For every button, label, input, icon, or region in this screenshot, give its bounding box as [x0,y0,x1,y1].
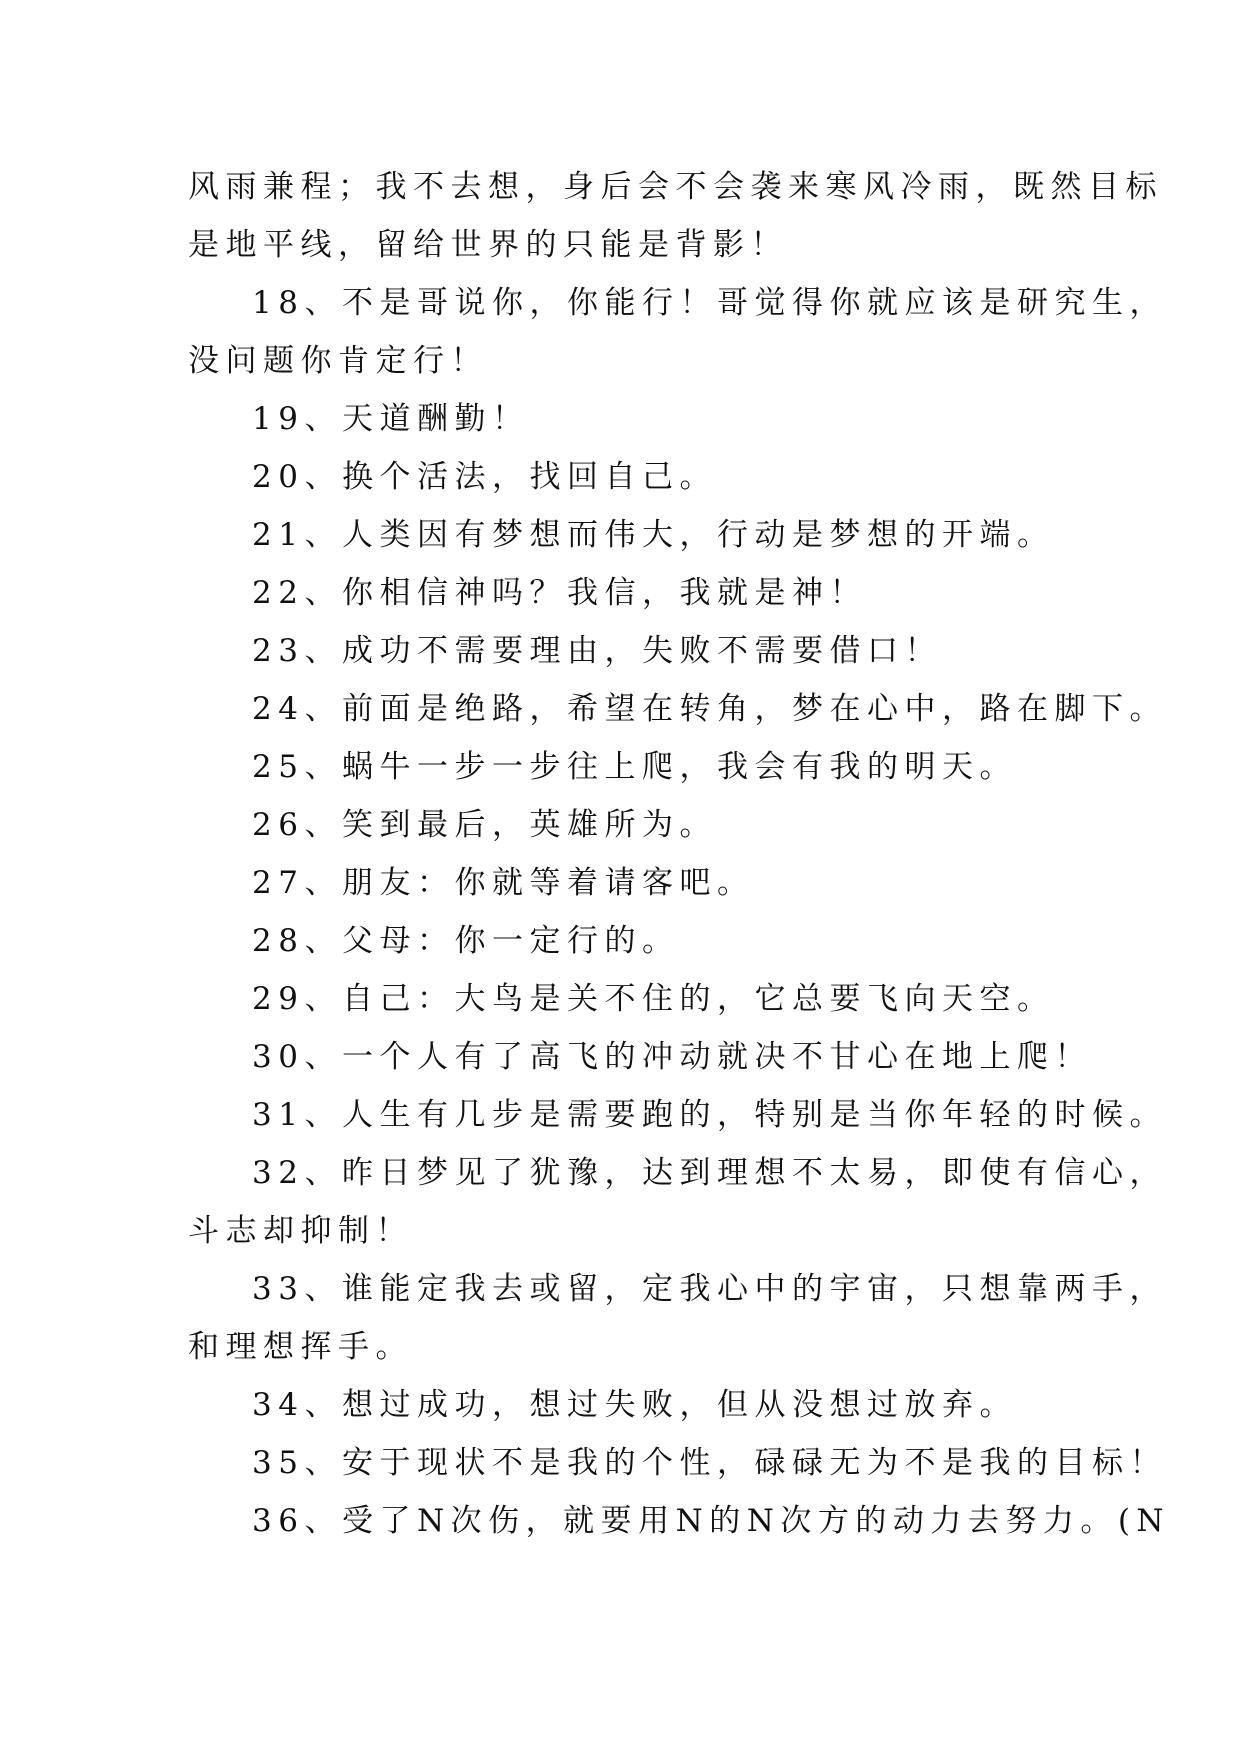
text-line-22: 34、想过成功，想过失败，但从没想过放弃。 [252,1387,1017,1423]
text-line-10: 24、前面是绝路，希望在转角，梦在心中，路在脚下。 [252,691,1167,727]
text-line-11: 25、蜗牛一步一步往上爬，我会有我的明天。 [252,749,1017,785]
text-line-24: 36、受了N次伤，就要用N的N次方的动力去努力。(N [252,1503,1171,1539]
text-line-3: 18、不是哥说你，你能行！哥觉得你就应该是研究生， [252,285,1167,321]
text-line-6: 20、换个活法，找回自己。 [252,459,717,495]
text-line-15: 29、自己：大鸟是关不住的，它总要飞向天空。 [252,981,1055,1017]
text-line-2: 是地平线，留给世界的只能是背影！ [188,227,788,263]
text-line-8: 22、你相信神吗？我信，我就是神！ [252,575,867,611]
text-line-9: 23、成功不需要理由，失败不需要借口！ [252,633,942,669]
text-line-19: 斗志却抑制！ [188,1213,413,1249]
text-line-4: 没问题你肯定行！ [188,343,488,379]
text-line-23: 35、安于现状不是我的个性，碌碌无为不是我的目标！ [252,1445,1167,1481]
text-line-18: 32、昨日梦见了犹豫，达到理想不太易，即使有信心， [252,1155,1167,1191]
text-line-5: 19、天道酬勤！ [252,401,530,437]
text-line-14: 28、父母：你一定行的。 [252,923,680,959]
text-line-12: 26、笑到最后，英雄所为。 [252,807,717,843]
text-line-13: 27、朋友：你就等着请客吧。 [252,865,755,901]
text-line-17: 31、人生有几步是需要跑的，特别是当你年轻的时候。 [252,1097,1167,1133]
text-line-16: 30、一个人有了高飞的冲动就决不甘心在地上爬！ [252,1039,1092,1075]
text-line-1: 风雨兼程；我不去想，身后会不会袭来寒风冷雨，既然目标 [188,169,1163,205]
text-line-21: 和理想挥手。 [188,1329,413,1365]
text-line-20: 33、谁能定我去或留，定我心中的宇宙，只想靠两手， [252,1271,1167,1307]
text-line-7: 21、人类因有梦想而伟大，行动是梦想的开端。 [252,517,1055,553]
document-body [188,158,1171,1550]
